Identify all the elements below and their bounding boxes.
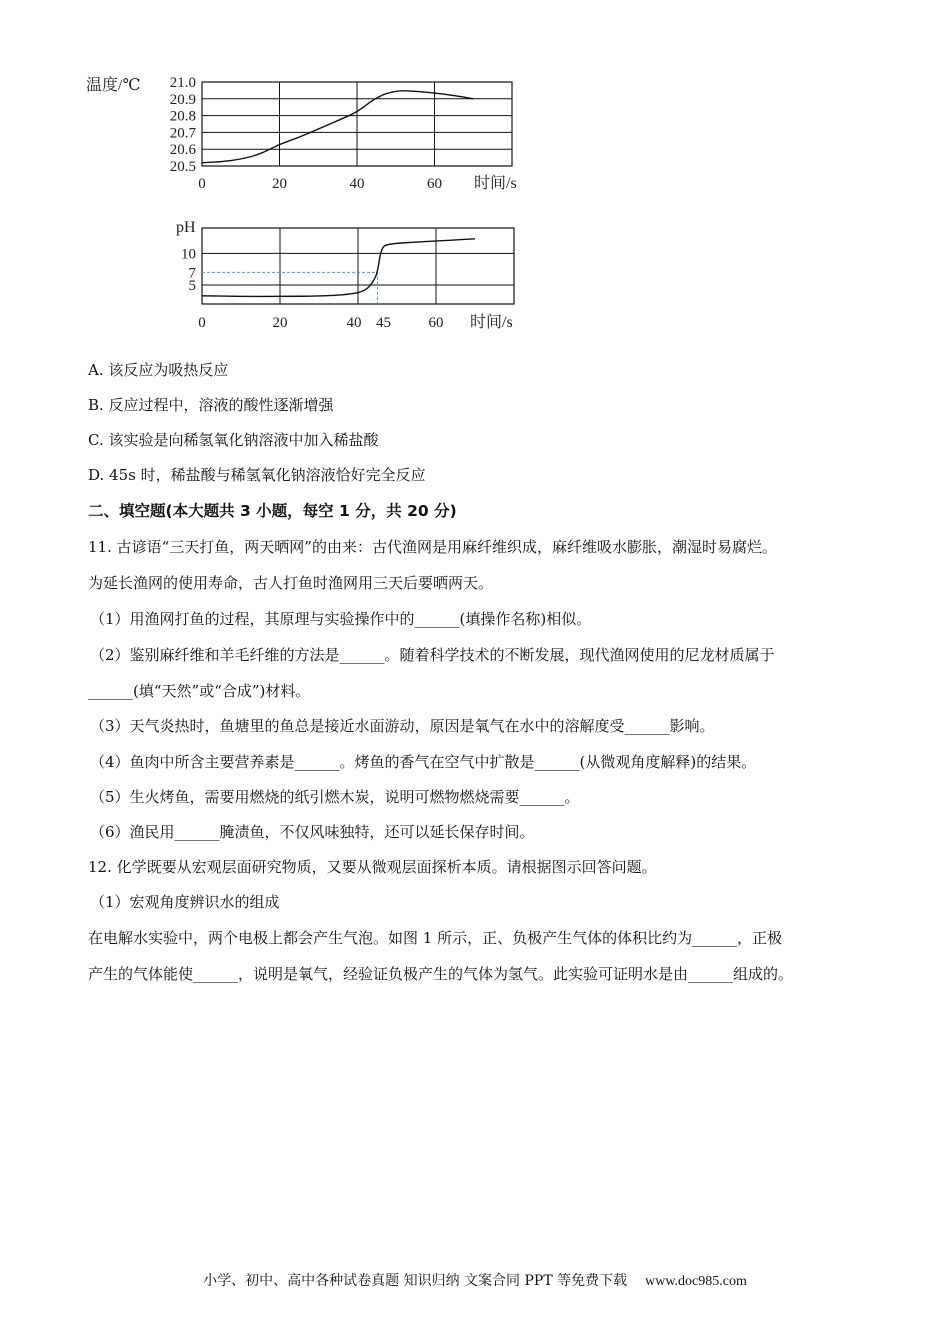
ph-curve — [202, 239, 475, 297]
ph-reference-dashed-line — [202, 272, 378, 304]
temperature-ytick-label: 20.5 — [169, 159, 196, 175]
ph-xtick-label: 40 — [346, 315, 362, 331]
temperature-xlabel: 时间/s — [474, 175, 517, 192]
q11-part3: （3）天气炎热时，鱼塘里的鱼总是接近水面游动，原因是氧气在水中的溶解度受______影响。 — [90, 717, 715, 735]
option-d: D. 45s 时，稀盐酸与稀氢氧化钠溶液恰好完全反应 — [88, 466, 426, 484]
footer-text: 小学、初中、高中各种试卷真题 知识归纳 文案合同 PPT 等免费下载 — [203, 1273, 628, 1289]
temperature-chart — [80, 64, 540, 194]
q11-intro-line1: 11. 古谚语“三天打鱼，两天晒网”的由来：古代渔网是用麻纤维织成，麻纤维吸水膨胀，潮湿时易腐烂。 — [88, 538, 777, 556]
ph-xlabel: 时间/s — [470, 314, 513, 331]
temperature-ytick-label: 21.0 — [169, 75, 196, 91]
q11-part1: （1）用渔网打鱼的过程，其原理与实验操作中的______(填操作名称)相似。 — [90, 610, 592, 628]
q11-part6: （6）渔民用______腌渍鱼，不仅风味独特，还可以延长保存时间。 — [90, 823, 535, 841]
q11-part5: （5）生火烤鱼，需要用燃烧的纸引燃木炭，说明可燃物燃烧需要______。 — [90, 788, 580, 806]
ph-xtick-label: 45 — [376, 315, 391, 331]
page-footer — [0, 1270, 950, 1290]
temperature-xtick-label: 40 — [349, 176, 365, 192]
ph-xtick-label: 20 — [272, 315, 288, 331]
q12-intro: 12. 化学既要从宏观层面研究物质，又要从微观层面探析本质。请根据图示回答问题。 — [88, 858, 657, 876]
section-heading: 二、填空题(本大题共 3 小题，每空 1 分，共 20 分) — [88, 502, 457, 520]
option-c: C. 该实验是向稀氢氧化钠溶液中加入稀盐酸 — [88, 431, 379, 449]
q11-part2-line1: （2）鉴别麻纤维和羊毛纤维的方法是______。随着科学技术的不断发展，现代渔网使用的尼龙材质属于 — [90, 646, 775, 664]
ph-ytick-label: 7 — [188, 265, 196, 282]
q11-part2-line2: ______(填“天然”或“合成”)材料。 — [88, 682, 311, 700]
temperature-xtick-label: 20 — [272, 176, 287, 192]
temperature-curve — [202, 91, 473, 163]
temperature-ytick-label: 20.7 — [169, 125, 196, 142]
temperature-xtick-label: 0 — [198, 176, 206, 192]
ph-xtick-label: 60 — [428, 315, 444, 331]
ph-ylabel: pH — [176, 219, 196, 236]
temperature-xtick-label: 60 — [427, 176, 442, 192]
temperature-ytick-label: 20.6 — [169, 142, 196, 159]
q11-intro-line2: 为延长渔网的使用寿命，古人打鱼时渔网用三天后要晒两天。 — [88, 574, 494, 592]
temperature-ytick-label: 20.9 — [169, 91, 196, 108]
option-a: A. 该反应为吸热反应 — [88, 361, 229, 379]
footer-site-link[interactable]: www.doc985.com — [645, 1274, 747, 1289]
q12-body-line1: 在电解水实验中，两个电极上都会产生气泡。如图 1 所示，正、负极产生气体的体积比约为______，正极 — [88, 929, 783, 947]
q12-part1: （1）宏观角度辨识水的组成 — [90, 893, 280, 911]
temperature-ytick-label: 20.8 — [169, 108, 196, 125]
option-b: B. 反应过程中，溶液的酸性逐渐增强 — [88, 396, 334, 414]
ph-chart — [80, 212, 540, 337]
q12-body-line2: 产生的气体能使______，说明是氧气，经验证负极产生的气体为氢气。此实验可证明水是由______组成的。 — [88, 965, 794, 983]
ph-xtick-label: 0 — [198, 315, 206, 331]
ph-ytick-label: 5 — [188, 278, 196, 294]
ph-ytick-label: 10 — [181, 246, 196, 263]
q11-part4: （4）鱼肉中所含主要营养素是______。烤鱼的香气在空气中扩散是______(从微观角度解释)的结果。 — [90, 753, 757, 771]
temperature-ylabel: 温度/℃ — [86, 77, 141, 94]
